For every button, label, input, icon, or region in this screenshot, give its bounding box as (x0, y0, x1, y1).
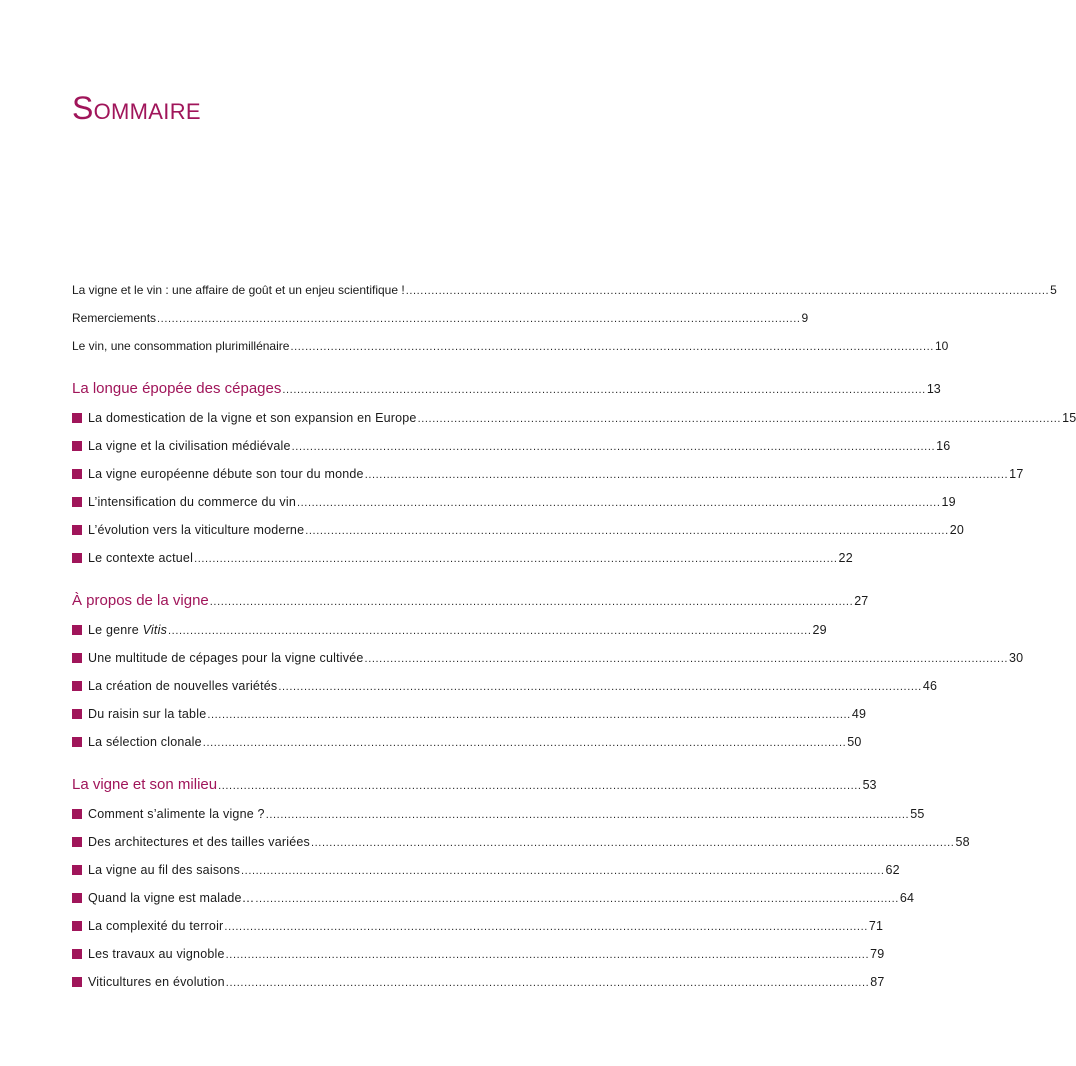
square-bullet-icon (72, 441, 82, 451)
dot-leader (210, 587, 853, 617)
toc-intro-entry[interactable] (72, 304, 809, 332)
dot-leader (157, 305, 800, 333)
entry-label: Des architectures et des tailles variées (88, 835, 310, 849)
square-bullet-icon (72, 469, 82, 479)
page-number: 13 (926, 382, 941, 396)
entry-label: La sélection clonale (88, 735, 202, 749)
entry-label: La domestication de la vigne et son expansion en Europe (88, 411, 417, 425)
dot-leader (406, 277, 1049, 305)
square-bullet-icon (72, 681, 82, 691)
square-bullet-icon (72, 653, 82, 663)
page-number: 46 (922, 679, 938, 693)
toc-item[interactable] (72, 884, 915, 912)
square-bullet-icon (72, 625, 82, 635)
entry-label: Viticultures en évolution (88, 975, 225, 989)
page-number: 15 (1062, 411, 1076, 425)
entry-label: La vigne européenne débute son tour du monde (88, 467, 364, 481)
entry-label: Le vin, une consommation plurimillénaire (72, 339, 290, 353)
toc-item[interactable] (72, 516, 965, 544)
entry-label: Comment s’alimente la vigne ? (88, 807, 265, 821)
page-title: Sommaire (72, 90, 201, 126)
dot-leader (224, 913, 867, 941)
dot-leader (241, 857, 884, 885)
page-number: 9 (801, 311, 809, 325)
toc-section-heading[interactable] (72, 586, 869, 616)
page-number: 5 (1050, 283, 1057, 297)
square-bullet-icon (72, 921, 82, 931)
page-number: 27 (854, 594, 869, 608)
dot-leader (255, 885, 898, 913)
page-number: 55 (910, 807, 925, 821)
dot-leader (218, 771, 861, 801)
entry-label: La vigne et le vin : une affaire de goût et un enjeu scientifique ! (72, 283, 405, 297)
toc-item[interactable] (72, 544, 853, 572)
toc-item[interactable] (72, 488, 956, 516)
square-bullet-icon (72, 497, 82, 507)
page-number: 62 (885, 863, 900, 877)
toc-item[interactable] (72, 404, 1076, 432)
page-number: 79 (870, 947, 885, 961)
toc-item[interactable] (72, 616, 827, 644)
dot-leader (203, 729, 846, 757)
entry-label: La vigne et la civilisation médiévale (88, 439, 291, 453)
entry-label: Le contexte actuel (88, 551, 194, 565)
entry-label: La complexité du terroir (88, 919, 224, 933)
toc-intro-entry[interactable] (72, 332, 949, 360)
dot-leader (207, 701, 850, 729)
dot-leader (226, 941, 869, 969)
dot-leader (282, 375, 925, 405)
toc-item[interactable] (72, 800, 925, 828)
square-bullet-icon (72, 977, 82, 987)
dot-leader (418, 405, 1061, 433)
dot-leader (297, 489, 940, 517)
square-bullet-icon (72, 413, 82, 423)
dot-leader (168, 617, 811, 645)
page-number: 17 (1009, 467, 1024, 481)
section-title: La longue épopée des cépages (72, 380, 282, 397)
page-number: 53 (862, 778, 877, 792)
square-bullet-icon (72, 893, 82, 903)
dot-leader (305, 517, 948, 545)
entry-label: Quand la vigne est malade… (88, 891, 255, 905)
page-number: 22 (838, 551, 853, 565)
page-number: 20 (949, 523, 965, 537)
square-bullet-icon (72, 865, 82, 875)
entry-label: Du raisin sur la table (88, 707, 207, 721)
italic-term: Vitis (142, 623, 168, 637)
page-number: 29 (812, 623, 827, 637)
page-number: 16 (936, 439, 951, 453)
square-bullet-icon (72, 809, 82, 819)
toc-item[interactable] (72, 432, 951, 460)
square-bullet-icon (72, 525, 82, 535)
toc-intro-entry[interactable] (72, 276, 1057, 304)
square-bullet-icon (72, 553, 82, 563)
dot-leader (278, 673, 921, 701)
toc-section-heading[interactable] (72, 374, 941, 404)
section-title: À propos de la vigne (72, 592, 209, 609)
square-bullet-icon (72, 709, 82, 719)
dot-leader (290, 333, 933, 361)
entry-label: La création de nouvelles variétés (88, 679, 278, 693)
page-number: 87 (870, 975, 885, 989)
page-number: 64 (899, 891, 915, 905)
entry-label: Remerciements (72, 311, 157, 325)
dot-leader (365, 645, 1008, 673)
entry-label: Une multitude de cépages pour la vigne cultivée (88, 651, 364, 665)
toc-item[interactable] (72, 672, 938, 700)
section-title: La vigne et son milieu (72, 776, 218, 793)
page-number: 49 (851, 707, 867, 721)
square-bullet-icon (72, 737, 82, 747)
page-number: 50 (847, 735, 862, 749)
page-number: 19 (941, 495, 956, 509)
dot-leader (194, 545, 837, 573)
toc-item[interactable] (72, 828, 970, 856)
dot-leader (226, 969, 869, 997)
square-bullet-icon (72, 949, 82, 959)
page-number: 10 (934, 339, 949, 353)
page-number: 71 (868, 919, 884, 933)
entry-label: L’intensification du commerce du vin (88, 495, 296, 509)
toc-item[interactable] (72, 700, 867, 728)
page-number: 30 (1009, 651, 1024, 665)
entry-label: La vigne au fil des saisons (88, 863, 241, 877)
dot-leader (311, 829, 954, 857)
dot-leader (266, 801, 909, 829)
entry-label: Le genre Vitis (88, 623, 168, 637)
toc-item[interactable] (72, 968, 885, 996)
page-number: 58 (955, 835, 970, 849)
dot-leader (365, 461, 1008, 489)
toc-item[interactable] (72, 940, 885, 968)
dot-leader (292, 433, 935, 461)
table-of-contents (72, 276, 1076, 996)
square-bullet-icon (72, 837, 82, 847)
toc-item[interactable] (72, 912, 884, 940)
toc-item[interactable] (72, 644, 1024, 672)
toc-item[interactable] (72, 460, 1024, 488)
entry-label: Les travaux au vignoble (88, 947, 225, 961)
entry-label: L’évolution vers la viticulture moderne (88, 523, 305, 537)
toc-item[interactable] (72, 856, 900, 884)
toc-section-heading[interactable] (72, 770, 877, 800)
toc-item[interactable] (72, 728, 862, 756)
